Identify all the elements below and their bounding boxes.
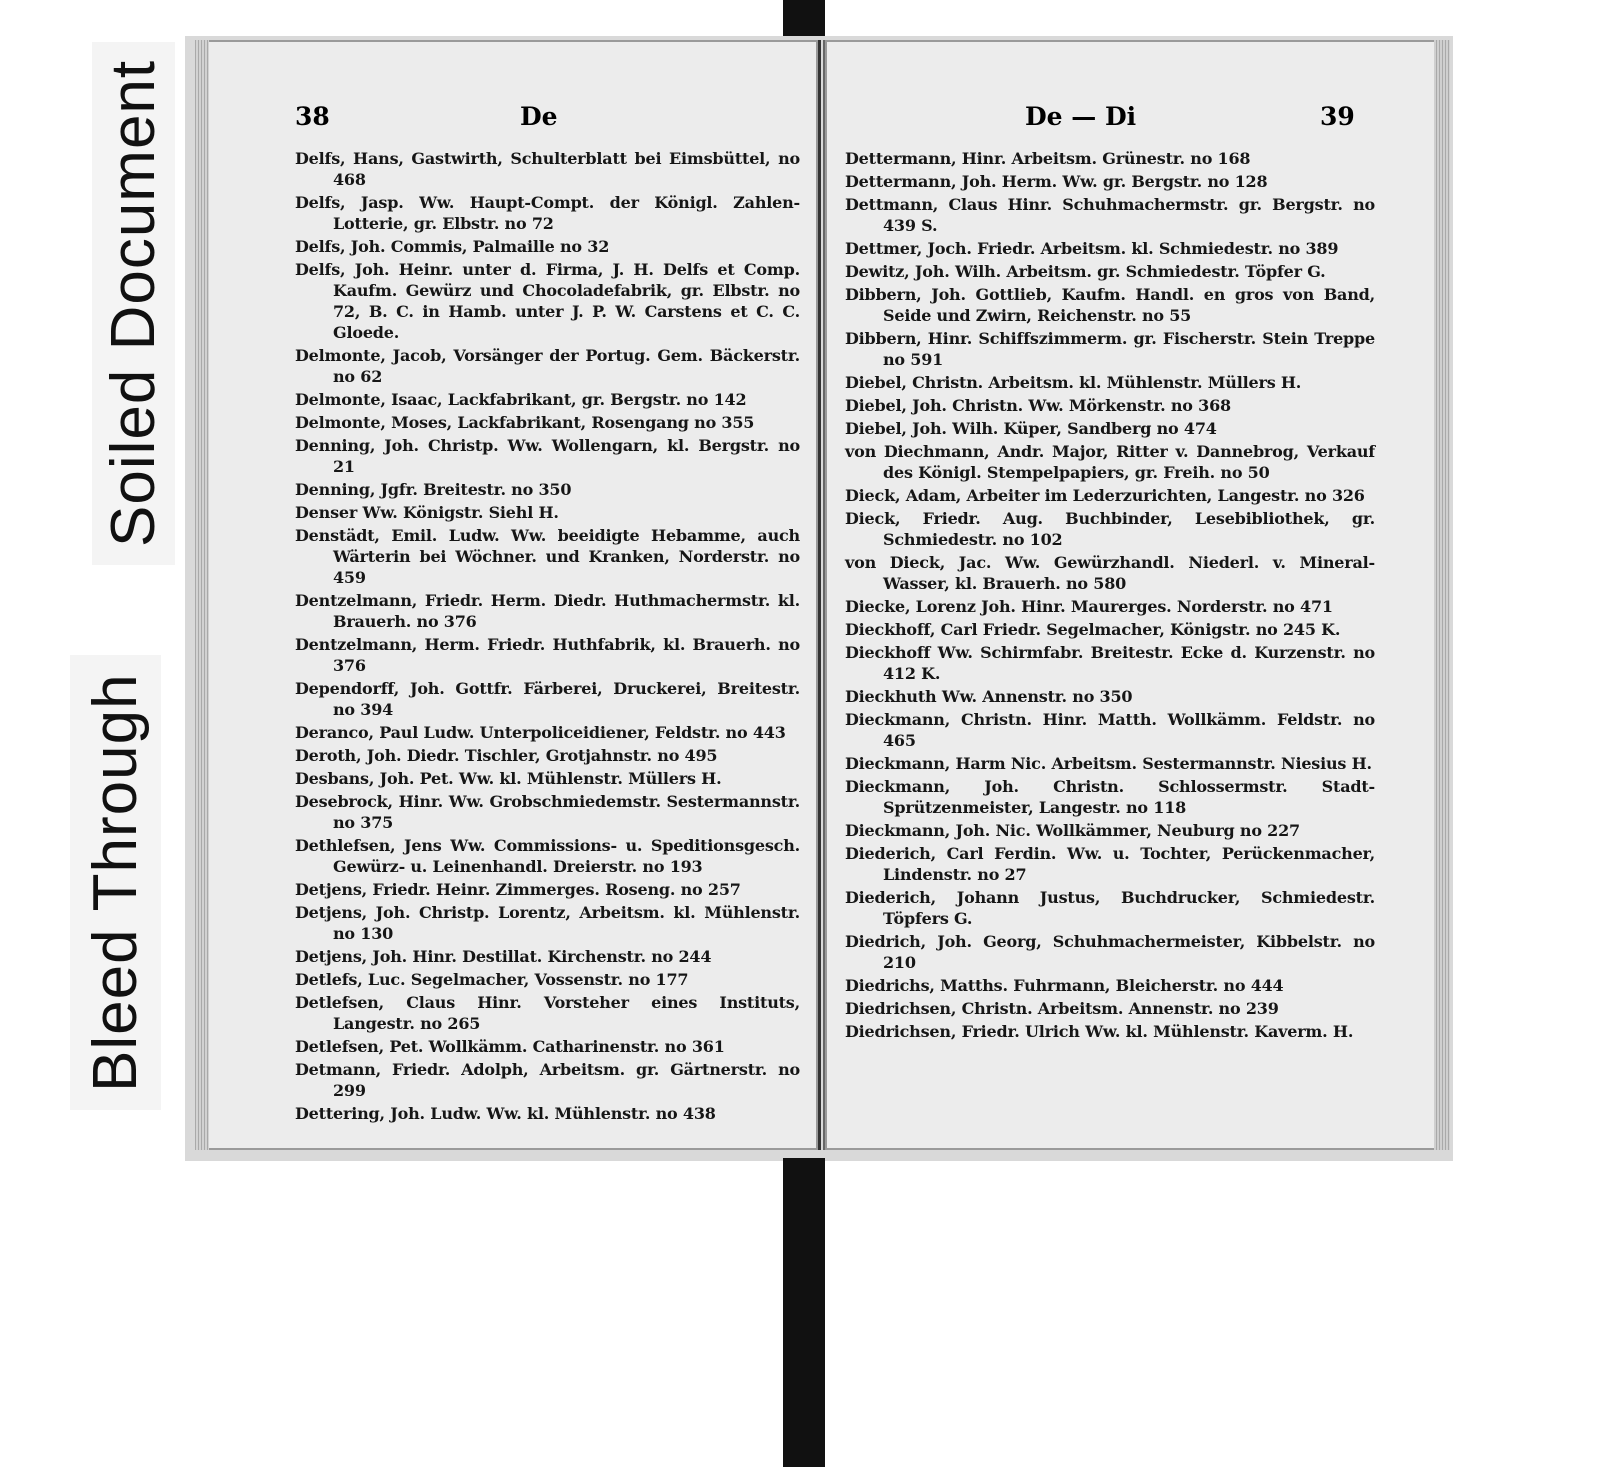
directory-entry: Delfs, Hans, Gastwirth, Schulterblatt bei Eimsbüttel, no 468 [295,149,800,189]
page-edge-right [1434,40,1450,1150]
directory-entry: Detlefsen, Claus Hinr. Vorsteher eines Instituts, Langestr. no 265 [295,993,800,1033]
directory-entry: Dieck, Friedr. Aug. Buchbinder, Lesebibliothek, gr. Schmiedestr. no 102 [845,509,1375,549]
directory-entry: Diedrichsen, Christn. Arbeitsm. Annenstr. no 239 [845,999,1279,1018]
directory-entry: Denning, Joh. Christp. Ww. Wollengarn, kl. Bergstr. no 21 [295,436,800,476]
right-page-header [845,102,1375,148]
directory-entry: Dieckmann, Harm Nic. Arbeitsm. Sestermannstr. Niesius H. [845,754,1372,773]
directory-entry: Detjens, Friedr. Heinr. Zimmerges. Roseng. no 257 [295,880,741,899]
directory-entry: Dieckhoff, Carl Friedr. Segelmacher, Königstr. no 245 K. [845,620,1341,639]
directory-entry: Delfs, Joh. Heinr. unter d. Firma, J. H. Delfs et Comp. Kaufm. Gewürz und Chocoladefabrik, gr. Elbstr. no 72, B. C. in Hamb. unter J. P. W. Carstens et C. C. Gloede. [295,260,800,342]
directory-entry: Denning, Jgfr. Breitestr. no 350 [295,480,572,499]
left-page-number: 38 [295,102,330,131]
left-entry-list [295,148,800,1124]
right-page-number: 39 [1320,102,1355,131]
directory-entry: Dettermann, Joh. Herm. Ww. gr. Bergstr. no 128 [845,172,1268,191]
directory-entry: Delfs, Joh. Commis, Palmaille no 32 [295,237,610,256]
directory-entry: Dettering, Joh. Ludw. Ww. kl. Mühlenstr. no 438 [295,1104,716,1123]
directory-entry: Dieck, Adam, Arbeiter im Lederzurichten, Langestr. no 326 [845,486,1365,505]
directory-entry: Dieckmann, Joh. Nic. Wollkämmer, Neuburg no 227 [845,821,1300,840]
directory-entry: Delfs, Jasp. Ww. Haupt-Compt. der Königl. Zahlen-Lotterie, gr. Elbstr. no 72 [295,193,800,233]
directory-entry: Dettmann, Claus Hinr. Schuhmachermstr. gr. Bergstr. no 439 S. [845,195,1375,235]
directory-entry: Dewitz, Joh. Wilh. Arbeitsm. gr. Schmiedestr. Töpfer G. [845,262,1326,281]
directory-entry: Diebel, Joh. Christn. Ww. Mörkenstr. no 368 [845,396,1231,415]
directory-entry: Delmonte, Isaac, Lackfabrikant, gr. Bergstr. no 142 [295,390,747,409]
directory-entry: Denstädt, Emil. Ludw. Ww. beeidigte Hebamme, auch Wärterin bei Wöchner. und Kranken, Norderstr. no 459 [295,526,800,587]
bleed-through-label: Bleed Through [70,655,161,1110]
directory-entry: Detlefsen, Pet. Wollkämm. Catharinenstr. no 361 [295,1037,725,1056]
directory-entry: Dentzelmann, Friedr. Herm. Diedr. Huthmachermstr. kl. Brauerh. no 376 [295,591,800,631]
page-edge-left [195,40,209,1150]
directory-entry: Diedrich, Joh. Georg, Schuhmachermeister, Kibbelstr. no 210 [845,932,1375,972]
directory-entry: Dettmer, Joch. Friedr. Arbeitsm. kl. Schmiedestr. no 389 [845,239,1339,258]
directory-entry: Denser Ww. Königstr. Siehl H. [295,503,559,522]
directory-entry: Detjens, Joh. Hinr. Destillat. Kirchenstr. no 244 [295,947,712,966]
directory-entry: Delmonte, Jacob, Vorsänger der Portug. Gem. Bäckerstr. no 62 [295,346,800,386]
right-entry-list [845,148,1375,1042]
directory-entry: Dieckhoff Ww. Schirmfabr. Breitestr. Ecke d. Kurzenstr. no 412 K. [845,643,1375,683]
directory-entry: Dethlefsen, Jens Ww. Commissions- u. Speditionsgesch. Gewürz- u. Leinenhandl. Dreierstr. no 193 [295,836,800,876]
directory-entry: Detlefs, Luc. Segelmacher, Vossenstr. no 177 [295,970,689,989]
directory-entry: Diecke, Lorenz Joh. Hinr. Maurerges. Norderstr. no 471 [845,597,1333,616]
left-page-title: De [520,102,558,131]
directory-entry: Dentzelmann, Herm. Friedr. Huthfabrik, kl. Brauerh. no 376 [295,635,800,675]
right-page-title: De — Di [1025,102,1137,131]
directory-entry: Dibbern, Hinr. Schiffszimmerm. gr. Fischerstr. Stein Treppe no 591 [845,329,1375,369]
directory-entry: Diebel, Joh. Wilh. Küper, Sandberg no 474 [845,419,1217,438]
directory-entry: Desebrock, Hinr. Ww. Grobschmiedemstr. Sestermannstr. no 375 [295,792,800,832]
right-page [823,40,1450,1150]
left-page [195,40,821,1150]
directory-entry: Deranco, Paul Ludw. Unterpoliceidiener, Feldstr. no 443 [295,723,786,742]
soiled-document-label: Soiled Document [92,42,175,565]
binder-clip-bottom [783,1158,825,1467]
directory-entry: Detjens, Joh. Christp. Lorentz, Arbeitsm. kl. Mühlenstr. no 130 [295,903,800,943]
directory-entry: Diederich, Johann Justus, Buchdrucker, Schmiedestr. Töpfers G. [845,888,1375,928]
directory-entry: Dieckhuth Ww. Annenstr. no 350 [845,687,1133,706]
directory-entry: Dieckmann, Christn. Hinr. Matth. Wollkämm. Feldstr. no 465 [845,710,1375,750]
directory-entry: Diebel, Christn. Arbeitsm. kl. Mühlenstr. Müllers H. [845,373,1302,392]
directory-entry: Desbans, Joh. Pet. Ww. kl. Mühlenstr. Müllers H. [295,769,722,788]
directory-entry: Deroth, Joh. Diedr. Tischler, Grotjahnstr. no 495 [295,746,718,765]
directory-entry: von Dieck, Jac. Ww. Gewürzhandl. Niederl. v. Mineral-Wasser, kl. Brauerh. no 580 [845,553,1375,593]
directory-entry: Detmann, Friedr. Adolph, Arbeitsm. gr. Gärtnerstr. no 299 [295,1060,800,1100]
directory-entry: Dieckmann, Joh. Christn. Schlossermstr. Stadt-Sprützenmeister, Langestr. no 118 [845,777,1375,817]
directory-entry: Diederich, Carl Ferdin. Ww. u. Tochter, Perückenmacher, Lindenstr. no 27 [845,844,1375,884]
directory-entry: Dibbern, Joh. Gottlieb, Kaufm. Handl. en gros von Band, Seide und Zwirn, Reichenstr. no 55 [845,285,1375,325]
left-page-header [295,102,800,148]
directory-entry: Dependorff, Joh. Gottfr. Färberei, Druckerei, Breitestr. no 394 [295,679,800,719]
directory-entry: Diedrichsen, Friedr. Ulrich Ww. kl. Mühlenstr. Kaverm. H. [845,1022,1354,1041]
directory-entry: Dettermann, Hinr. Arbeitsm. Grünestr. no 168 [845,149,1251,168]
directory-entry: Delmonte, Moses, Lackfabrikant, Rosengang no 355 [295,413,755,432]
directory-entry: von Diechmann, Andr. Major, Ritter v. Dannebrog, Verkauf des Königl. Stempelpapiers, gr. Freih. no 50 [845,442,1375,482]
directory-entry: Diedrichs, Matths. Fuhrmann, Bleicherstr. no 444 [845,976,1284,995]
